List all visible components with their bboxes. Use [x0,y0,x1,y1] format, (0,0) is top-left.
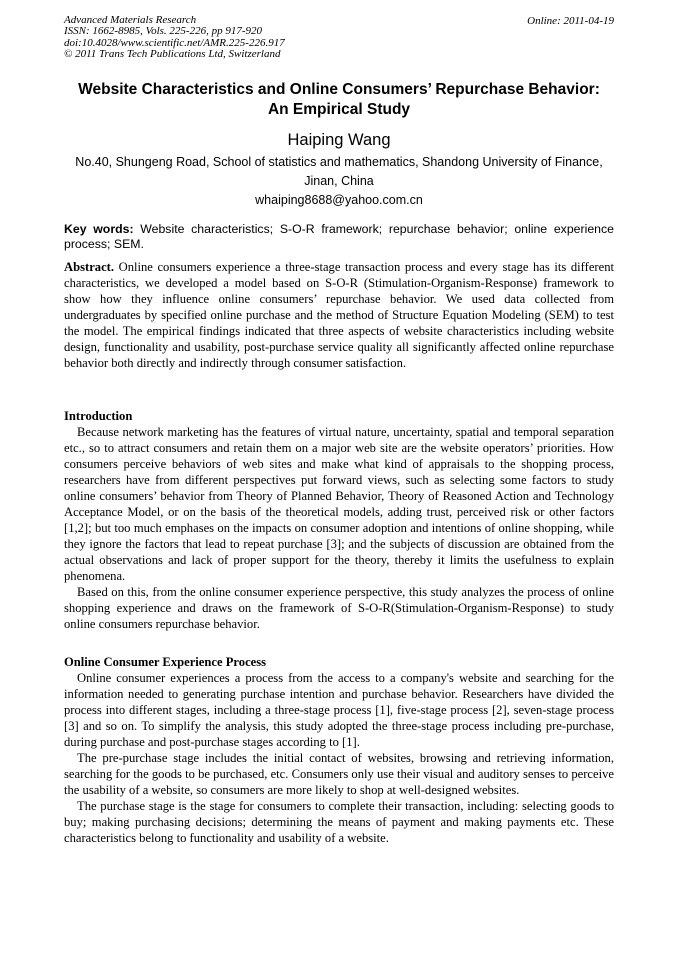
doi: doi:10.4028/www.scientific.net/AMR.225-226.917 [64,36,285,49]
keywords-label: Key words: [64,222,134,236]
online-date: Online: 2011-04-19 [527,15,614,27]
journal-name: Advanced Materials Research [64,14,197,26]
keywords [64,222,614,252]
affiliation-line: No.40, Shungeng Road, School of statistics and mathematics, Shandong University of Finance, [75,155,603,169]
title-line: Website Characteristics and Online Consumers’ Repurchase Behavior: [78,81,600,98]
section-introduction [64,408,614,632]
paragraph: Based on this, from the online consumer experience perspective, this study analyzes the process of online shopping experience and draws on the framework of S-O-R(Stimulation-Organism-Response) to study online consumers repurchase behavior. [64,585,614,631]
keywords-text: Website characteristics; S-O-R framework; repurchase behavior; online experience process; SEM. [64,222,614,251]
author-email: whaiping8688@yahoo.com.cn [255,193,423,207]
paragraph: The purchase stage is the stage for consumers to complete their transaction, including: selecting goods to buy; making purchasing decisions; determining the means of payment and making payments etc. These characteristics belong to functionality and usability of a website. [64,799,614,845]
section-heading: Introduction [64,409,133,423]
paragraph: Online consumer experiences a process from the access to a company's website and searching for the information needed to generating purchase intention and purchase behavior. Researchers have divided the process into different stages, including a three-stage process [1], five-stage process [2], seven-stage process [3] and so on. To simplify the analysis, this study adopted the three-stage process including pre-purchase, during purchase and post-purchase stages according to [1]. [64,671,614,749]
section-process [64,654,614,846]
paper-title [40,80,638,120]
abstract-text: Online consumers experience a three-stage transaction process and every stage has its different characteristics, we developed a model based on S-O-R (Stimulation-Organism-Response) framework to show how they influence online consumers’ repurchase behavior. We used data collected from undergraduates by specified online purchase and the method of Structure Equation Modeling (SEM) to test the model. The empirical findings indicated that three aspects of website characteristics including website design, functionality and usability, post-purchase service quality all significantly affected online repurchase behavior both directly and indirectly through consumer satisfaction. [64,260,614,370]
title-line: An Empirical Study [267,101,411,118]
journal-header [64,15,285,60]
abstract [64,259,614,371]
copyright: © 2011 Trans Tech Publications Ltd, Switzerland [64,47,281,60]
section-heading: Online Consumer Experience Process [64,655,267,669]
paragraph: The pre-purchase stage includes the initial contact of websites, browsing and retrieving information, searching for the goods to be purchased, etc. Consumers only use their visual and auditory senses to perceive the usability of a website, so consumers are more likely to shop at well-designed websites. [64,751,614,797]
abstract-label: Abstract. [64,260,115,274]
affiliation-line: Jinan, China [304,174,374,188]
author: Haiping Wang [287,131,391,149]
issn: ISSN: 1662-8985, Vols. 225-226, pp 917-920 [64,25,262,38]
affiliation [60,153,618,191]
paragraph: Because network marketing has the features of virtual nature, uncertainty, spatial and temporal separation etc., so to attract consumers and retain them on a major web site are the website operators’ priorities. How consumers perceive behaviors of web sites and make what kind of appraisals to the shopping process, researchers have from different perspectives put forward views, such as selecting some factors to study online consumers’ behavior from Theory of Planned Behavior, Theory of Reasoned Action and Technology Acceptance Model, or on the basis of the theoretical models, adding trust, perceived risk or other factors [1,2]; but too much emphases on the impacts on consumer adoption and intentions of online shopping, while they ignore the factors that lead to repeat purchase [3]; and the subjects of discussion are obtained from the actual observations and lack of proper support for the theory, thereby it limits the usefulness to explain phenomena. [64,425,614,583]
